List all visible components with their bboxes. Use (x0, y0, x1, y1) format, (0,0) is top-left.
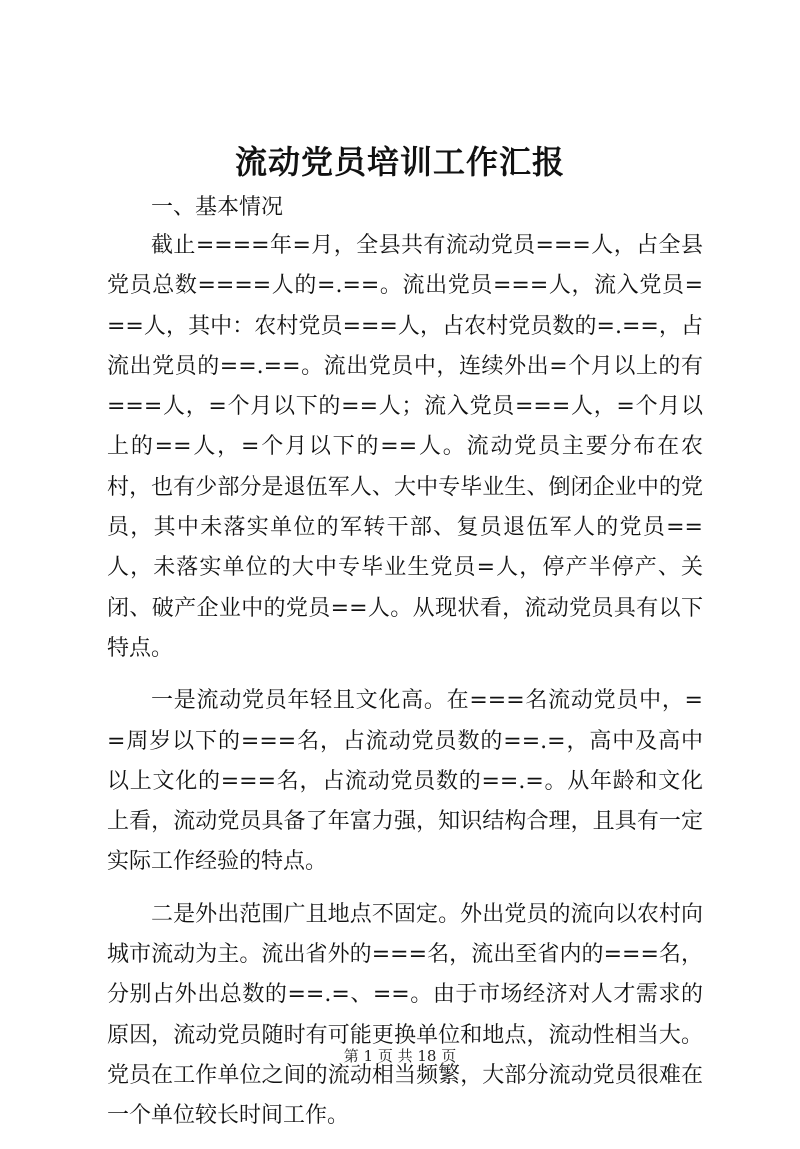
document-title: 流动党员培训工作汇报 (234, 143, 565, 181)
page-number-footer: 第 1 页 共 18 页 (343, 1047, 457, 1065)
paragraph-wide-range: 二是外出范围广且地点不固定。外出党员的流向以农村向城市流动为主。流出省外的===名，流出至省内的===名，分别占外出总数的==.=、==。由于市场经济对人才需求的原因，流动党员随时有可能更换单位和地点，流动性相当大。党员在工作单位之间的流动相当频繁，大部分流动党员很难在一个单位较长时间工作。 (107, 901, 703, 1129)
section-heading: 一、基本情况 (151, 195, 284, 220)
document-body (107, 226, 703, 1149)
paragraph-basic-situation: 截止====年=月，全县共有流动党员===人，占全县党员总数====人的=.==。流出党员===人，流入党员===人，其中：农村党员===人，占农村党员数的=.==，占流出党员的==.==。流出党员中，连续外出=个月以上的有===人，=个月以下的==人；流入党员===人，=个月以上的==人，=个月以下的==人。流动党员主要分布在农村，也有少部分是退伍军人、大中专毕业生、倒闭企业中的党员，其中未落实单位的军转干部、复员退伍军人的党员==人，未落实单位的大中专毕业生党员=人，停产半停产、关闭、破产企业中的党员==人。从现状看，流动党员具有以下特点。 (107, 233, 703, 661)
paragraph-young-educated: 一是流动党员年轻且文化高。在===名流动党员中，==周岁以下的===名，占流动党员数的==.=，高中及高中以上文化的===名，占流动党员数的==.=。从年龄和文化上看，流动党员具备了年富力强，知识结构合理，且具有一定实际工作经验的特点。 (107, 688, 703, 875)
